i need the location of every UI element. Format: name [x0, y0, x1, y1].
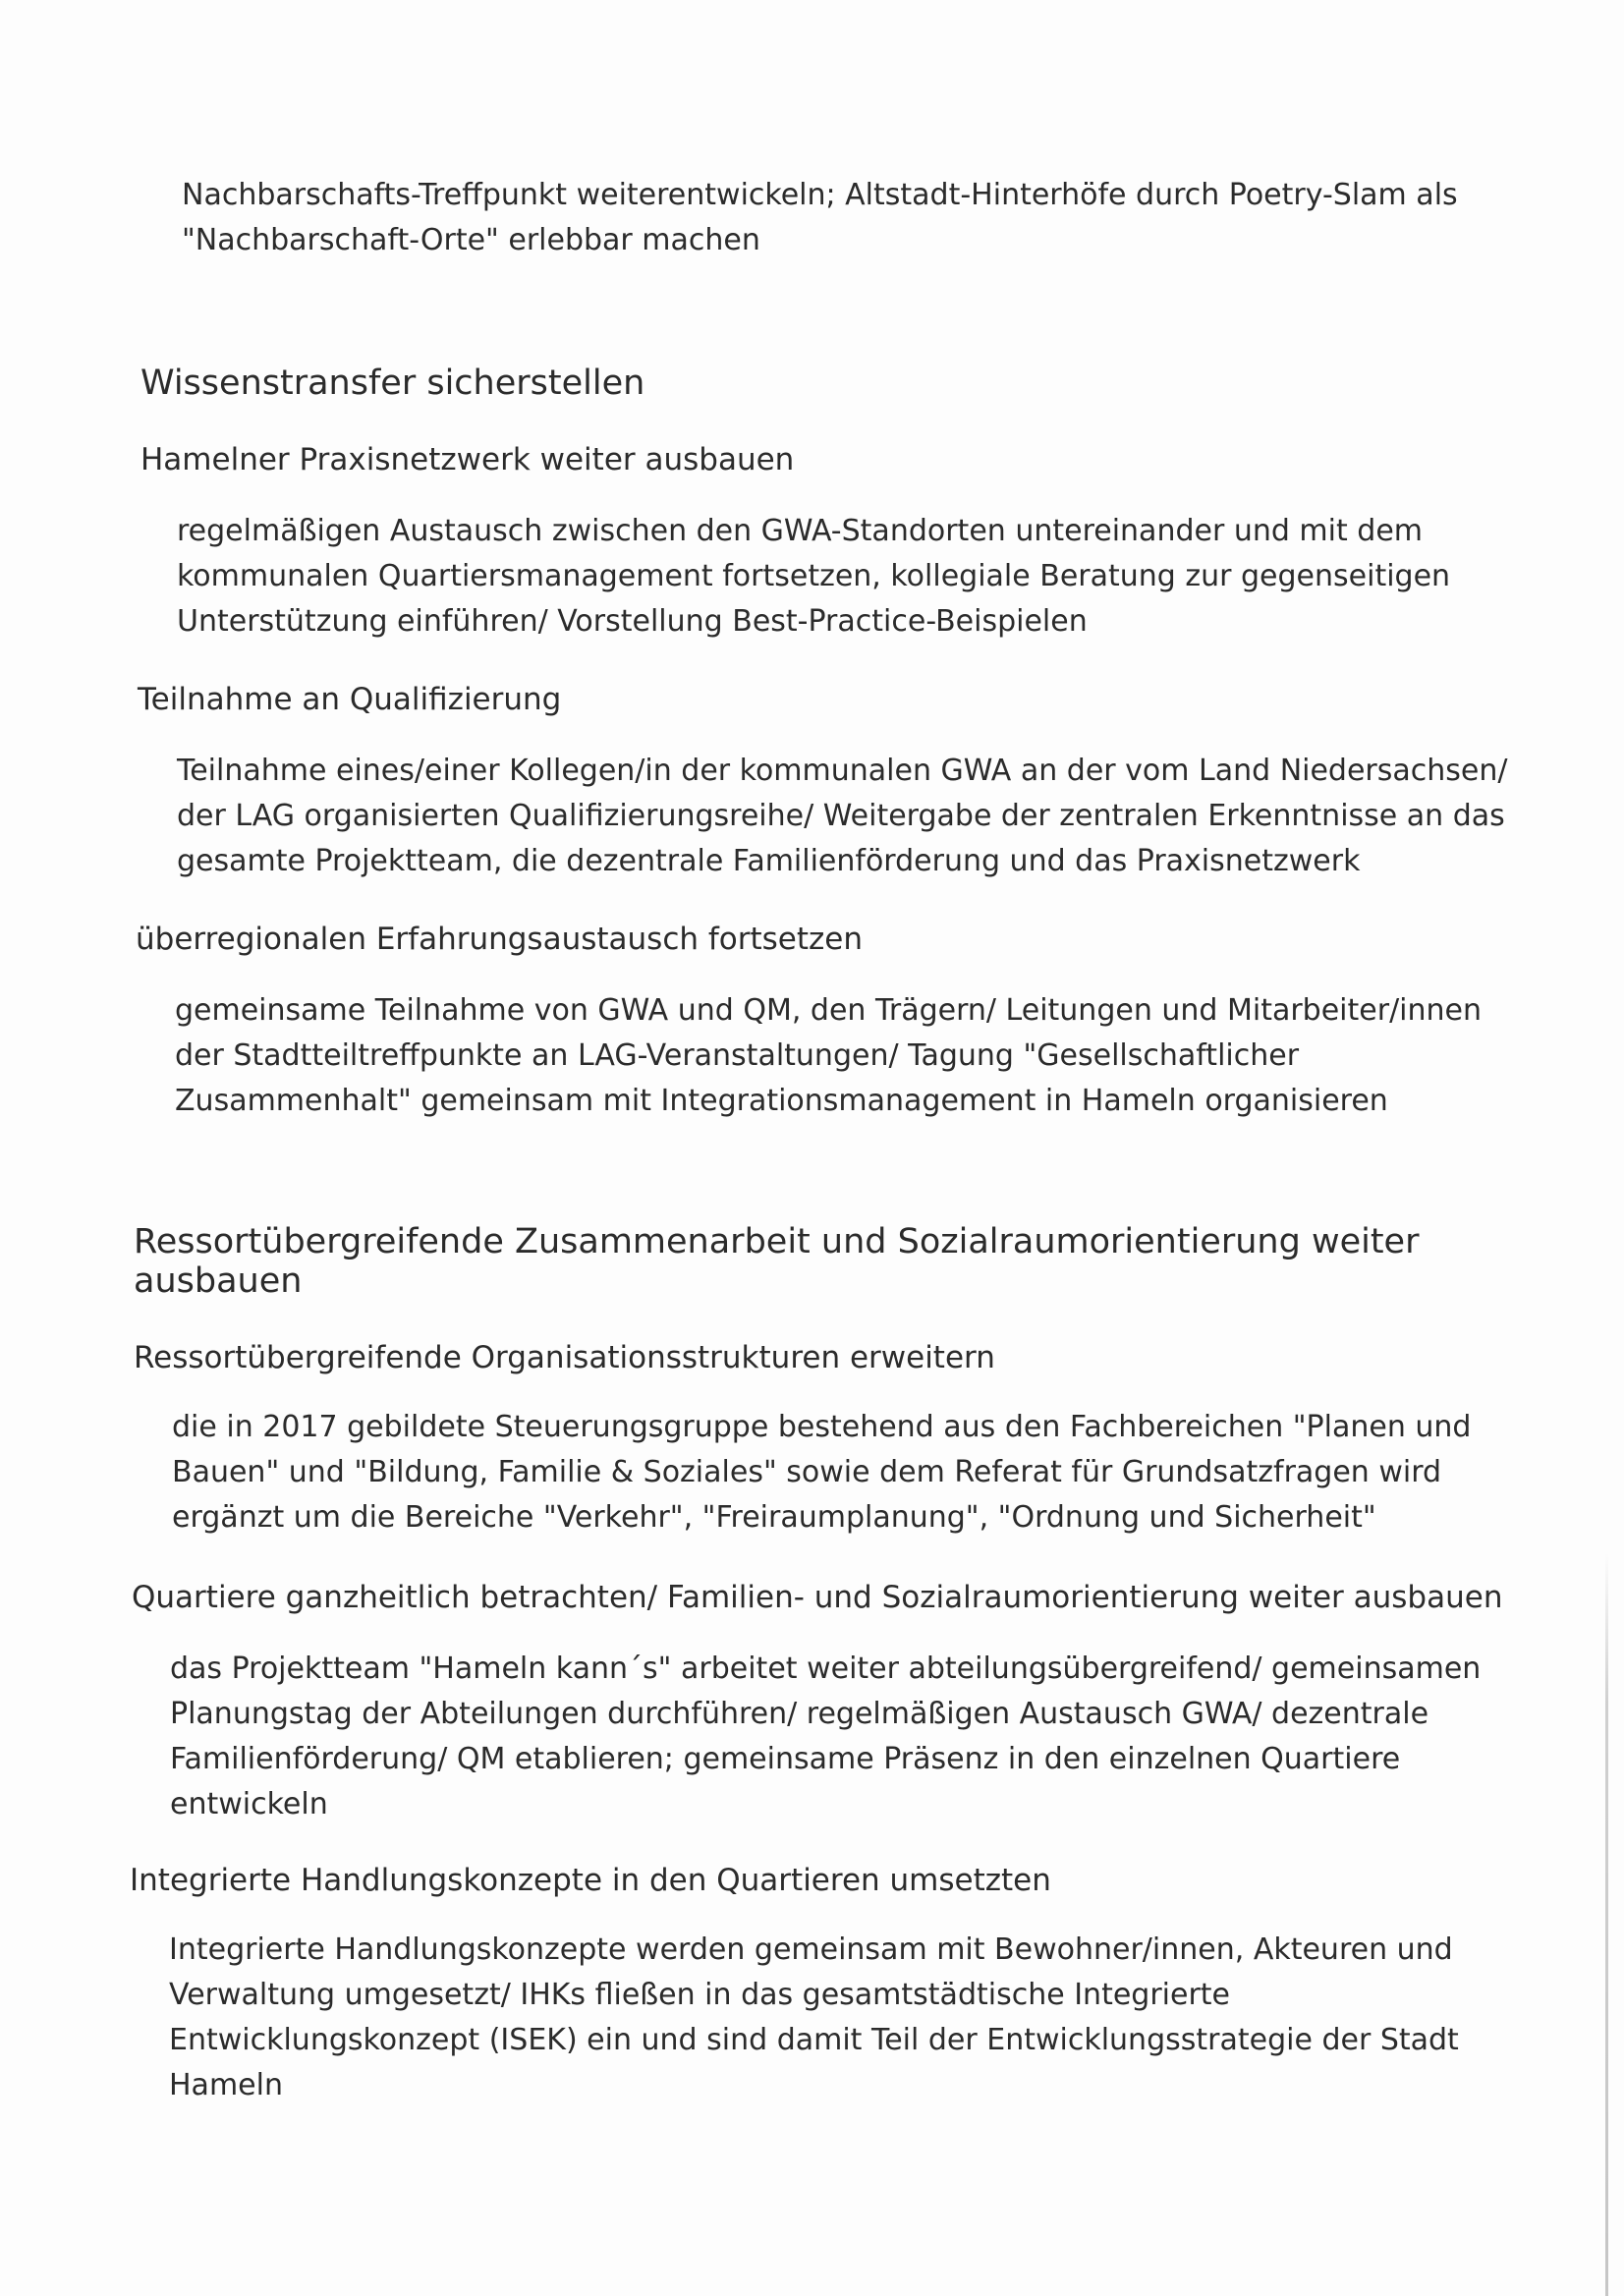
- intro-paragraph: Nachbarschafts-Treffpunkt weiterentwickeln; Altstadt-Hinterhöfe durch Poetry-Slam als "Nachbarschaft-Orte" erlebbar machen: [182, 178, 1458, 257]
- scan-edge-shadow: [1605, 1552, 1608, 2296]
- item-body-quartiere: das Projektteam "Hameln kann´s" arbeitet weiter abteilungsübergreifend/ gemeinsamen Planungstag der Abteilungen durchführen/ regelmäßigen Austausch GWA/ dezentrale Familienförderung/ QM etablieren; gemeinsame Präsenz in den einzelnen Quartiere entwickeln: [170, 1652, 1482, 1821]
- item-title-praxisnetzwerk: Hamelner Praxisnetzwerk weiter ausbauen: [140, 442, 795, 477]
- item-title-qualifizierung: Teilnahme an Qualifizierung: [138, 682, 562, 717]
- item-body-praxisnetzwerk: regelmäßigen Austausch zwischen den GWA-Standorten untereinander und mit dem kommunalen Quartiersmanagement fortsetzen, kollegiale Beratung zur gegenseitigen Unterstützung einführen/ Vorstellung Best-Practice-Beispielen: [177, 514, 1451, 639]
- section-heading-wissenstransfer: Wissenstransfer sicherstellen: [140, 364, 645, 403]
- item-body-erfahrungsaustausch: gemeinsame Teilnahme von GWA und QM, den Trägern/ Leitungen und Mitarbeiter/innen der Stadtteiltreffpunkte an LAG-Veranstaltungen/ Tagung "Gesellschaftlicher Zusammenhalt" gemeinsam mit Integrationsmanagement in Hameln organisieren: [175, 993, 1483, 1118]
- item-body-qualifizierung: Teilnahme eines/einer Kollegen/in der kommunalen GWA an der vom Land Niedersachsen/ der LAG organisierten Qualifizierungsreihe/ Weitergabe der zentralen Erkenntnisse an das gesamte Projektteam, die dezentrale Familienförderung und das Praxisnetzwerk: [177, 754, 1508, 878]
- item-title-quartiere: Quartiere ganzheitlich betrachten/ Familien- und Sozialraumorientierung weiter ausbauen: [132, 1580, 1503, 1615]
- item-title-erfahrungsaustausch: überregionalen Erfahrungsaustausch fortsetzen: [136, 922, 864, 957]
- item-body-handlungskonzepte: Integrierte Handlungskonzepte werden gemeinsam mit Bewohner/innen, Akteuren und Verwaltung umgesetzt/ IHKs fließen in das gesamtstädtische Integrierte Entwicklungskonzept (ISEK) ein und sind damit Teil der Entwicklungsstrategie der Stadt Hameln: [169, 1932, 1459, 2102]
- item-title-handlungskonzepte: Integrierte Handlungskonzepte in den Quartieren umsetzten: [130, 1863, 1051, 1898]
- item-title-organisationsstrukturen: Ressortübergreifende Organisationsstrukturen erweitern: [134, 1340, 995, 1375]
- item-body-organisationsstrukturen: die in 2017 gebildete Steuerungsgruppe bestehend aus den Fachbereichen "Planen und Bauen" und "Bildung, Familie & Soziales" sowie dem Referat für Grundsatzfragen wird ergänzt um die Bereiche "Verkehr", "Freiraumplanung", "Ordnung und Sicherheit": [172, 1410, 1472, 1535]
- section-heading-zusammenarbeit: Ressortübergreifende Zusammenarbeit und Sozialraumorientierung weiter ausbauen: [134, 1222, 1420, 1301]
